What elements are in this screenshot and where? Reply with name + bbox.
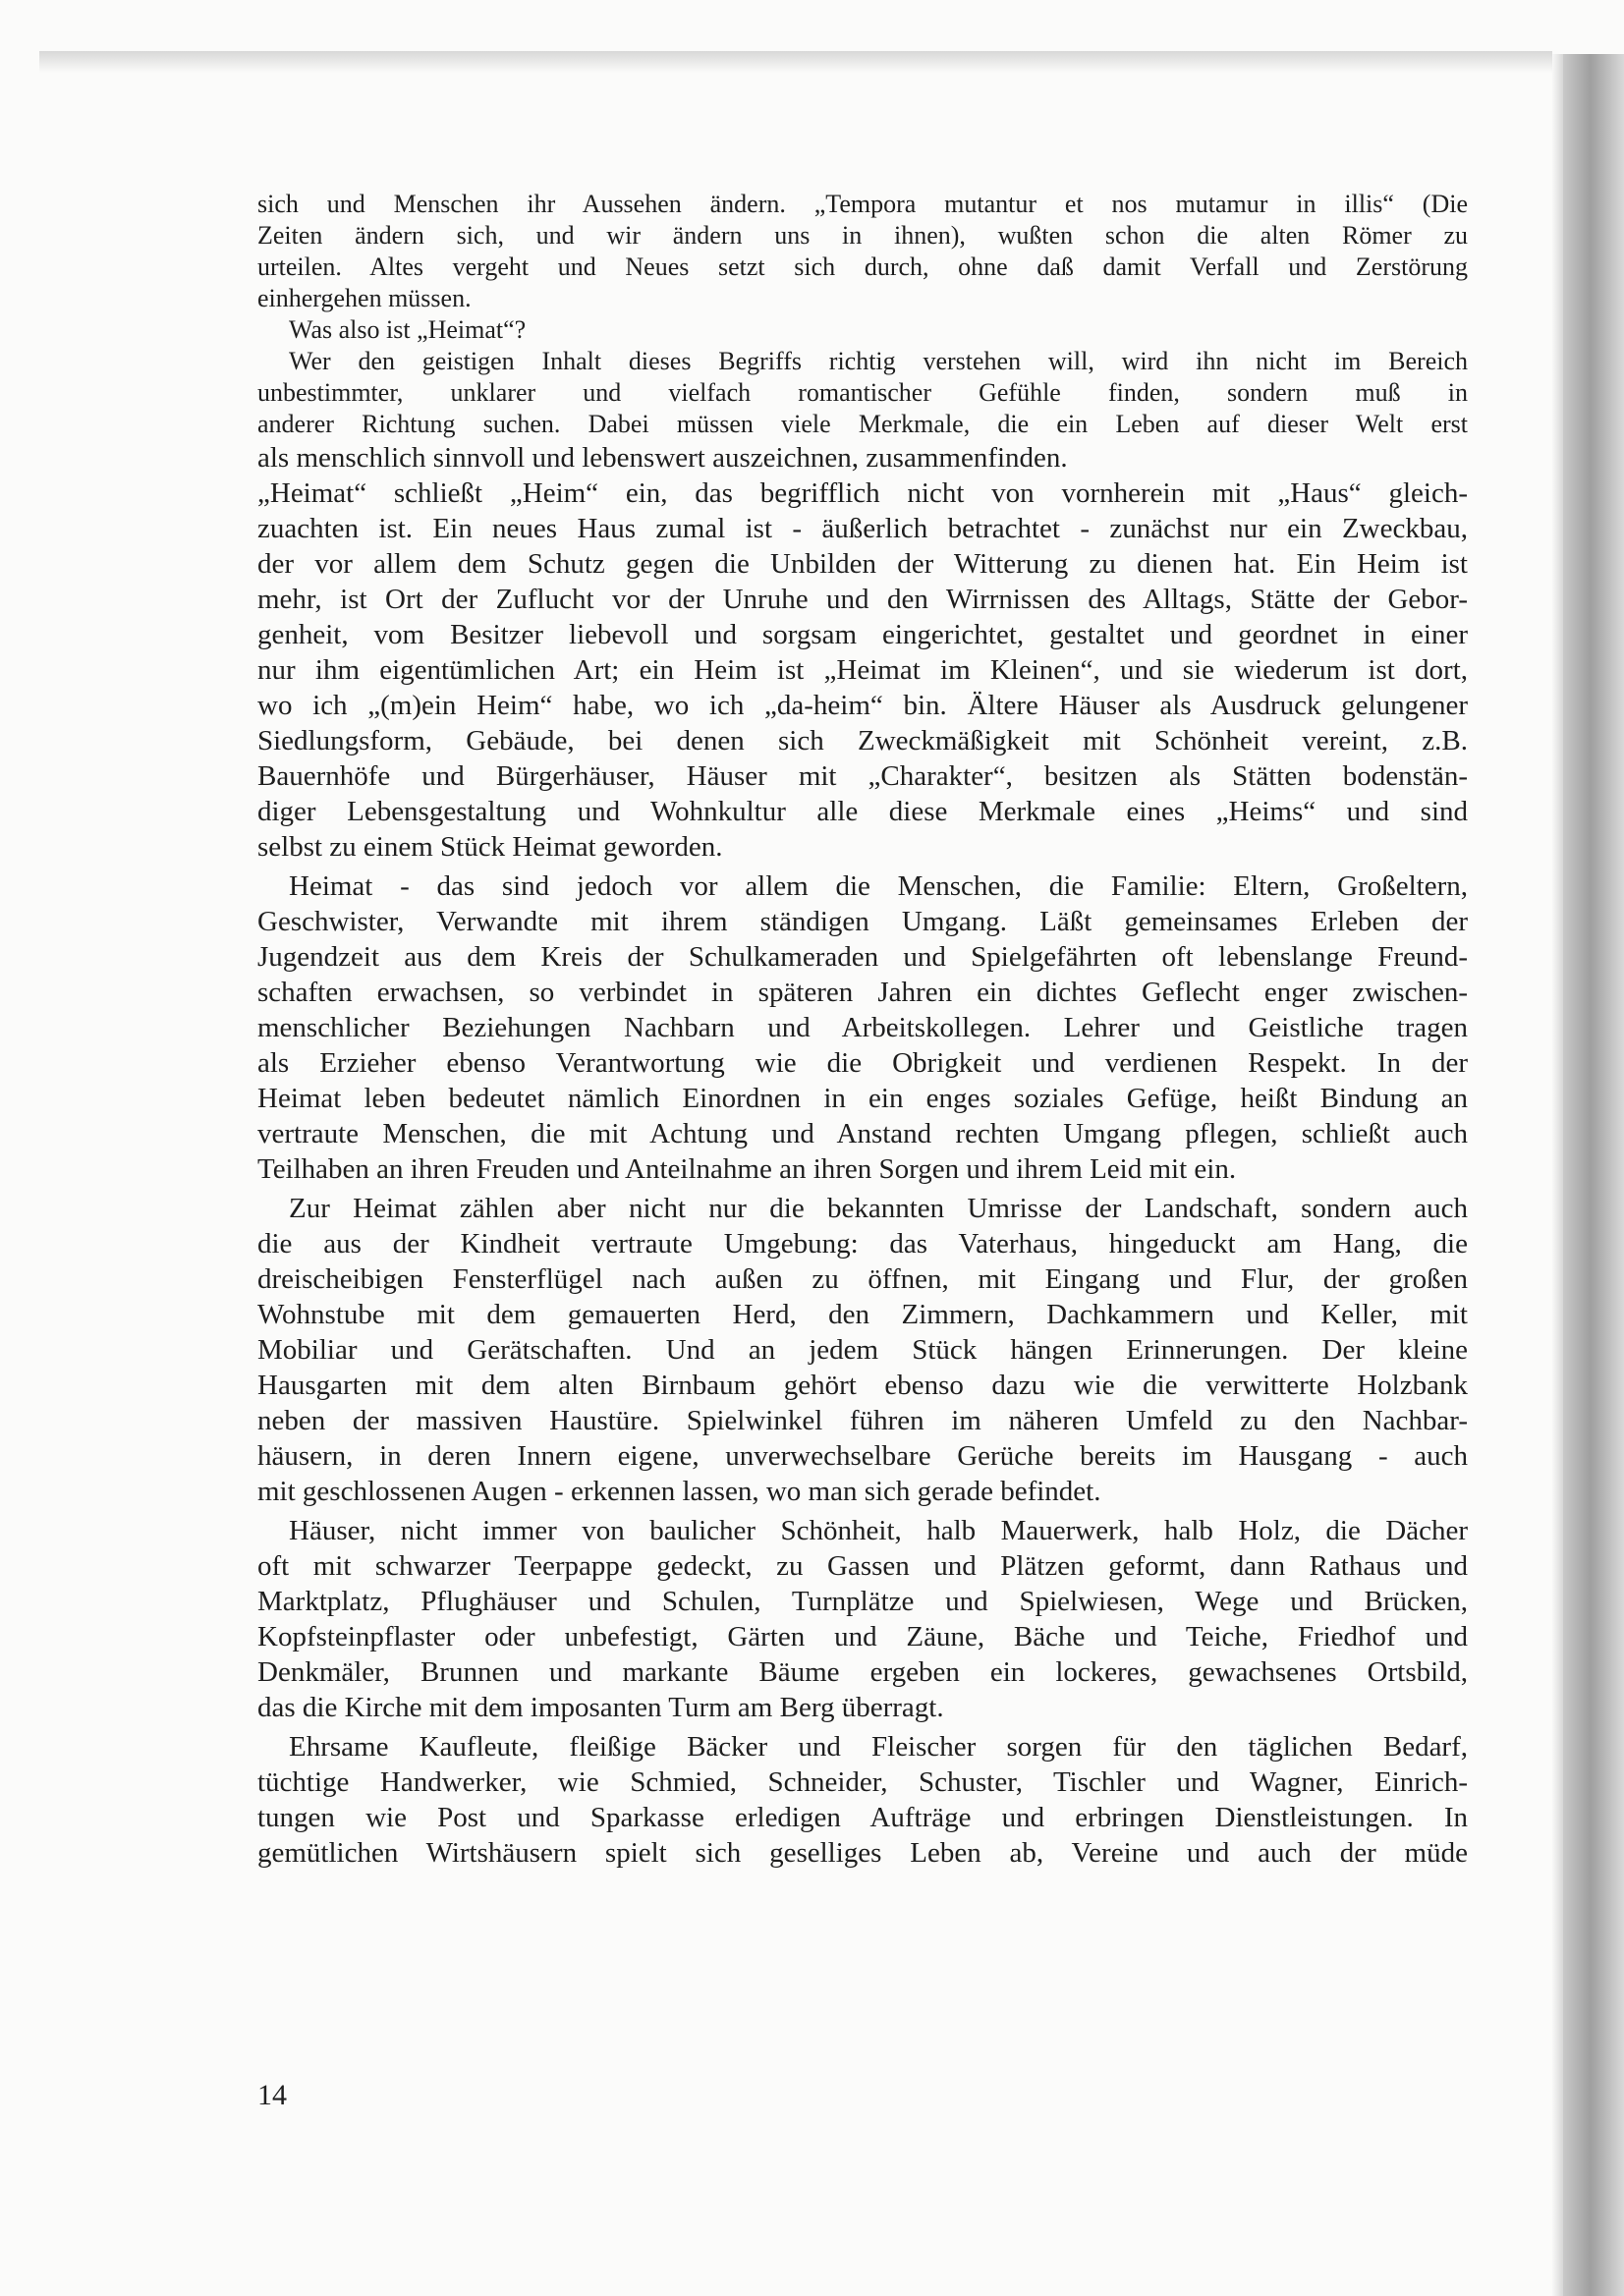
text-line: häusern, in deren Innern eigene, unverwechselbare Gerüche bereits im Hausgang - auch	[257, 1440, 1468, 1472]
text-line: Marktplatz, Pflughäuser und Schulen, Turnplätze und Spielwiesen, Wege und Brücken,	[257, 1586, 1468, 1617]
text-line: Mobiliar und Gerätschaften. Und an jedem Stück hängen Erinnerungen. Der kleine	[257, 1334, 1468, 1366]
text-line: tungen wie Post und Sparkasse erledigen Aufträge und erbringen Dienstleistungen. In	[257, 1802, 1468, 1833]
text-line: als Erzieher ebenso Verantwortung wie die Obrigkeit und verdienen Respekt. In der	[257, 1047, 1468, 1079]
text-line: das die Kirche mit dem imposanten Turm am Berg überragt.	[257, 1692, 944, 1723]
text-line: gemütlichen Wirtshäusern spielt sich geselliges Leben ab, Vereine und auch der müde	[257, 1837, 1468, 1869]
text-line: vertraute Menschen, die mit Achtung und Anstand rechten Umgang pflegen, schließt auch	[257, 1118, 1468, 1149]
scan-top-shadow	[39, 51, 1552, 73]
text-line: oft mit schwarzer Teerpappe gedeckt, zu Gassen und Plätzen geformt, dann Rathaus und	[257, 1550, 1468, 1582]
text-line: Zur Heimat zählen aber nicht nur die bekannten Umrisse der Landschaft, sondern auch	[289, 1193, 1468, 1224]
text-line: mehr, ist Ort der Zuflucht vor der Unruhe und den Wirrnissen des Alltags, Stätte der Gebor-	[257, 584, 1468, 615]
text-line: Wohnstube mit dem gemauerten Herd, den Zimmern, Dachkammern und Keller, mit	[257, 1299, 1468, 1330]
text-line: neben der massiven Haustüre. Spielwinkel führen im näheren Umfeld zu den Nachbar-	[257, 1405, 1468, 1436]
text-line: nur ihm eigentümlichen Art; ein Heim ist „Heimat im Kleinen“, und sie wiederum ist dort,	[257, 654, 1468, 686]
text-line: Jugendzeit aus dem Kreis der Schulkameraden und Spielgefährten oft lebenslange Freund-	[257, 941, 1468, 973]
text-line: Hausgarten mit dem alten Birnbaum gehört ebenso dazu wie die verwitterte Holzbank	[257, 1370, 1468, 1401]
text-line: Geschwister, Verwandte mit ihrem ständigen Umgang. Läßt gemeinsames Erleben der	[257, 906, 1468, 937]
text-line: anderer Richtung suchen. Dabei müssen viele Merkmale, die ein Leben auf dieser Welt erst	[257, 410, 1468, 438]
text-line: Bauernhöfe und Bürgerhäuser, Häuser mit „Charakter“, besitzen als Stätten bodenstän-	[257, 760, 1468, 792]
text-line: „Heimat“ schließt „Heim“ ein, das begrifflich nicht von vornherein mit „Haus“ gleich-	[257, 477, 1468, 509]
text-line: als menschlich sinnvoll und lebenswert auszeichnen, zusammenfinden.	[257, 442, 1068, 474]
text-line: urteilen. Altes vergeht und Neues setzt sich durch, ohne daß damit Verfall und Zerstörung	[257, 252, 1468, 281]
text-line: Ehrsame Kaufleute, fleißige Bäcker und Fleischer sorgen für den täglichen Bedarf,	[289, 1731, 1468, 1763]
text-line: Heimat leben bedeutet nämlich Einordnen in ein enges soziales Gefüge, heißt Bindung an	[257, 1083, 1468, 1114]
text-line: wo ich „(m)ein Heim“ habe, wo ich „da-heim“ bin. Ältere Häuser als Ausdruck gelungener	[257, 690, 1468, 721]
text-line: Was also ist „Heimat“?	[289, 315, 527, 344]
text-line: Heimat - das sind jedoch vor allem die Menschen, die Familie: Eltern, Großeltern,	[289, 870, 1468, 902]
text-line: unbestimmter, unklarer und vielfach romantischer Gefühle finden, sondern muß in	[257, 378, 1468, 407]
text-line: der vor allem dem Schutz gegen die Unbilden der Witterung zu dienen hat. Ein Heim ist	[257, 548, 1468, 580]
text-line: Häuser, nicht immer von baulicher Schönheit, halb Mauerwerk, halb Holz, die Dächer	[289, 1515, 1468, 1546]
text-line: menschlicher Beziehungen Nachbarn und Arbeitskollegen. Lehrer und Geistliche tragen	[257, 1012, 1468, 1043]
text-line: die aus der Kindheit vertraute Umgebung: das Vaterhaus, hingeduckt am Hang, die	[257, 1228, 1468, 1260]
text-line: Siedlungsform, Gebäude, bei denen sich Zweckmäßigkeit mit Schönheit vereint, z.B.	[257, 725, 1468, 756]
text-line: mit geschlossenen Augen - erkennen lassen, wo man sich gerade befindet.	[257, 1476, 1101, 1507]
scan-right-edge	[1563, 54, 1624, 2296]
scan-edge-gradient	[1551, 54, 1563, 2296]
text-line: schaften erwachsen, so verbindet in späteren Jahren ein dichtes Geflecht enger zwischen-	[257, 977, 1468, 1008]
text-line: sich und Menschen ihr Aussehen ändern. „Tempora mutantur et nos mutamur in illis“ (Die	[257, 190, 1468, 218]
text-line: diger Lebensgestaltung und Wohnkultur alle diese Merkmale eines „Heims“ und sind	[257, 796, 1468, 827]
text-line: dreischeibigen Fensterflügel nach außen zu öffnen, mit Eingang und Flur, der großen	[257, 1263, 1468, 1295]
text-line: Zeiten ändern sich, und wir ändern uns in ihnen), wußten schon die alten Römer zu	[257, 221, 1468, 250]
text-line: selbst zu einem Stück Heimat geworden.	[257, 831, 723, 863]
text-line: Teilhaben an ihren Freuden und Anteilnahme an ihren Sorgen und ihrem Leid mit ein.	[257, 1153, 1237, 1185]
text-line: einhergehen müssen.	[257, 284, 472, 312]
text-line: zuachten ist. Ein neues Haus zumal ist - äußerlich betrachtet - zunächst nur ein Zweckbau,	[257, 513, 1468, 544]
text-line: Wer den geistigen Inhalt dieses Begriffs richtig verstehen will, wird ihn nicht im Bereich	[289, 347, 1468, 375]
text-line: tüchtige Handwerker, wie Schmied, Schneider, Schuster, Tischler und Wagner, Einrich-	[257, 1766, 1468, 1798]
text-line: Denkmäler, Brunnen und markante Bäume ergeben ein lockeres, gewachsenes Ortsbild,	[257, 1656, 1468, 1688]
text-line: Kopfsteinpflaster oder unbefestigt, Gärten und Zäune, Bäche und Teiche, Friedhof und	[257, 1621, 1468, 1652]
page-number: 14	[257, 2079, 287, 2111]
text-line: genheit, vom Besitzer liebevoll und sorgsam eingerichtet, gestaltet und geordnet in einer	[257, 619, 1468, 650]
body-text	[257, 189, 1468, 1871]
